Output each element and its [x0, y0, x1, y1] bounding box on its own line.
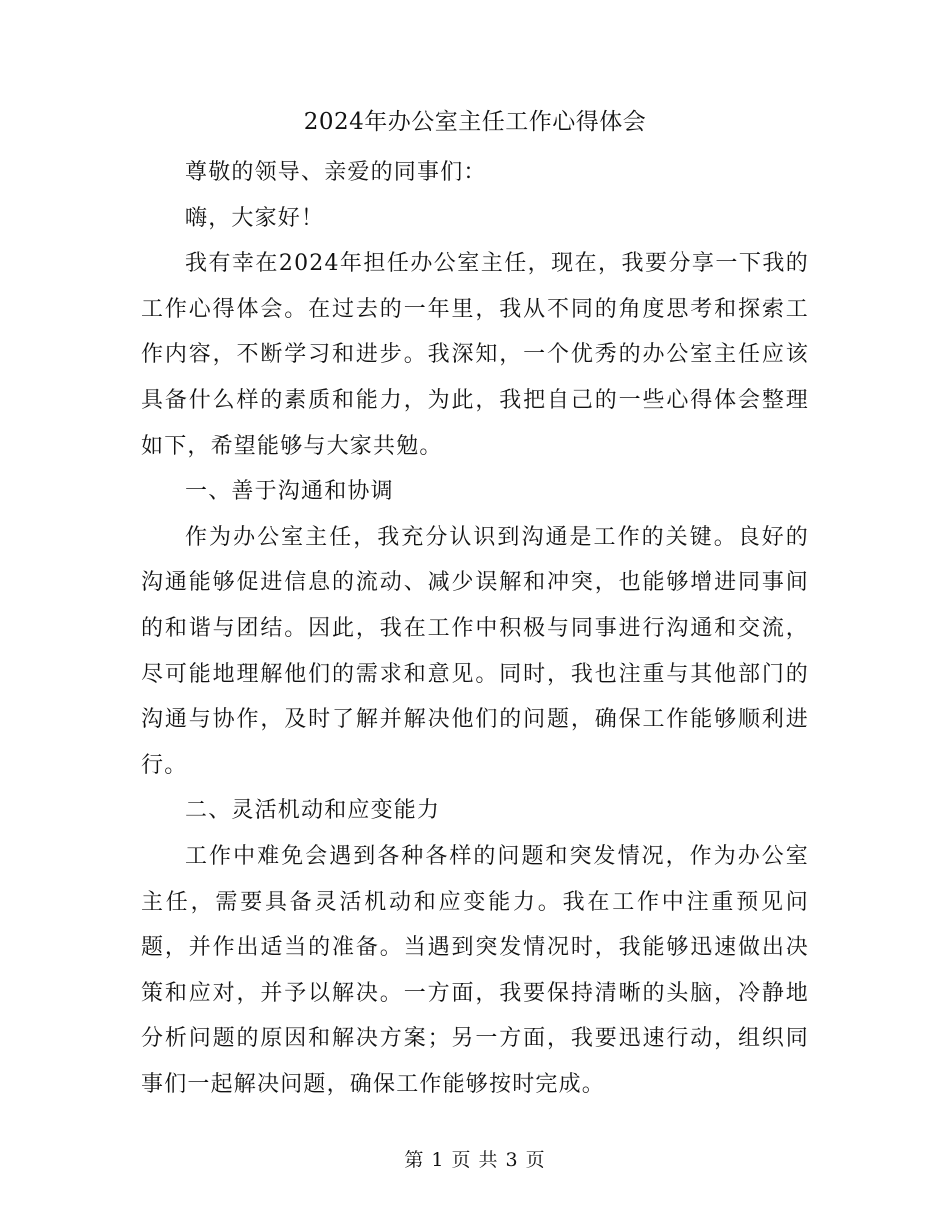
section-heading-2: 二、灵活机动和应变能力	[185, 798, 441, 824]
page-number-footer: 第 1 页 共 3 页	[404, 1149, 546, 1171]
section-2-paragraph: 工作中难免会遇到各种各样的问题和突发情况，作为办公室主任，需要具备灵活机动和应变能力。我在工作中注重预见问题，并作出适当的准备。当遇到突发情况时，我能够迅速做出决策和应对，并予以解决。一方面，我要保持清晰的头脑，冷静地分析问题的原因和解决方案；另一方面，我要迅速行动，组织同事们一起解决问题，确保工作能够按时完成。	[141, 843, 809, 1097]
intro-paragraph: 我有幸在2024年担任办公室主任，现在，我要分享一下我的工作心得体会。在过去的一年里，我从不同的角度思考和探索工作内容，不断学习和进步。我深知，一个优秀的办公室主任应该具备什么样的素质和能力，为此，我把自己的一些心得体会整理如下，希望能够与大家共勉。	[141, 251, 809, 459]
salutation: 尊敬的领导、亲爱的同事们：	[185, 160, 487, 185]
document-body	[141, 150, 809, 1107]
greeting: 嗨，大家好！	[185, 205, 325, 231]
section-heading-1: 一、善于沟通和协调	[185, 479, 394, 505]
document-title: 2024年办公室主任工作心得体会	[303, 109, 647, 135]
section-1-paragraph: 作为办公室主任，我充分认识到沟通是工作的关键。良好的沟通能够促进信息的流动、减少误解和冲突，也能够增进同事间的和谐与团结。因此，我在工作中积极与同事进行沟通和交流，尽可能地理解他们的需求和意见。同时，我也注重与其他部门的沟通与协作，及时了解并解决他们的问题，确保工作能够顺利进行。	[141, 524, 809, 778]
